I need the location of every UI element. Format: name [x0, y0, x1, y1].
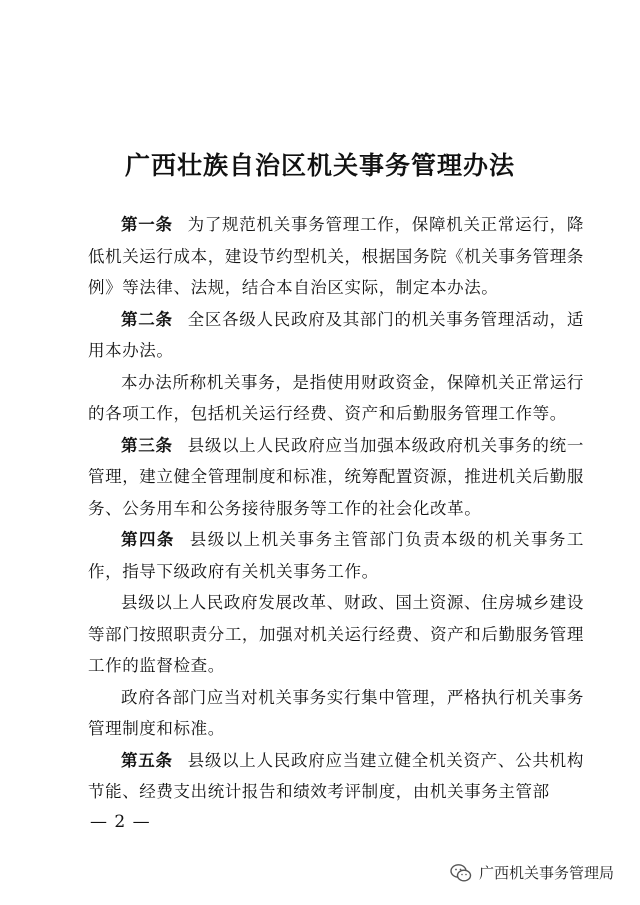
paragraph-3	[88, 367, 584, 430]
article-label: 第四条	[121, 530, 175, 549]
paragraph-4	[88, 430, 584, 525]
paragraph-text: 县级以上人民政府发展改革、财政、国土资源、住房城乡建设等部门按照职责分工，加强对机关运行经费、资产和后勤服务管理工作的监督检查。	[88, 593, 584, 675]
article-label: 第二条	[121, 309, 173, 329]
paragraph-1	[88, 209, 584, 304]
paragraph-7	[88, 682, 584, 745]
paragraph-2	[88, 304, 584, 367]
paragraph-text: 政府各部门应当对机关事务实行集中管理，严格执行机关事务管理制度和标准。	[88, 687, 584, 738]
paragraph-text: 县级以上人民政府应当建立健全机关资产、公共机构节能、经费支出统计报告和绩效考评制度，由机关事务主管部	[88, 750, 584, 801]
document-body	[88, 209, 584, 808]
watermark-text: 广西机关事务管理局	[479, 864, 615, 882]
paragraph-8	[88, 745, 584, 808]
paragraph-text: 县级以上人民政府应当加强本级政府机关事务的统一管理，建立健全管理制度和标准，统筹配置资源，推进机关后勤服务、公务用车和公务接待服务等工作的社会化改革。	[88, 435, 584, 518]
paragraph-6	[88, 587, 584, 682]
document-title: 广西壮族自治区机关事务管理办法	[124, 151, 515, 180]
article-label: 第五条	[121, 750, 173, 770]
paragraph-5	[88, 524, 584, 587]
page-number: — 2 —	[90, 812, 151, 832]
paragraph-text: 全区各级人民政府及其部门的机关事务管理活动，适用本办法。	[88, 309, 584, 360]
watermark	[450, 862, 614, 883]
article-label: 第三条	[121, 435, 173, 455]
article-label: 第一条	[121, 215, 173, 234]
paragraph-text: 本办法所称机关事务，是指使用财政资金，保障机关正常运行的各项工作，包括机关运行经费、资产和后勤服务管理工作等。	[88, 372, 584, 423]
paragraph-text: 为了规范机关事务管理工作，保障机关正常运行，降低机关运行成本，建设节约型机关，根据国务院《机关事务管理条例》等法律、法规，结合本自治区实际，制定本办法。	[88, 215, 584, 297]
wechat-official-account-icon	[450, 863, 472, 883]
paragraph-text: 县级以上机关事务主管部门负责本级的机关事务工作，指导下级政府有关机关事务工作。	[88, 530, 584, 581]
